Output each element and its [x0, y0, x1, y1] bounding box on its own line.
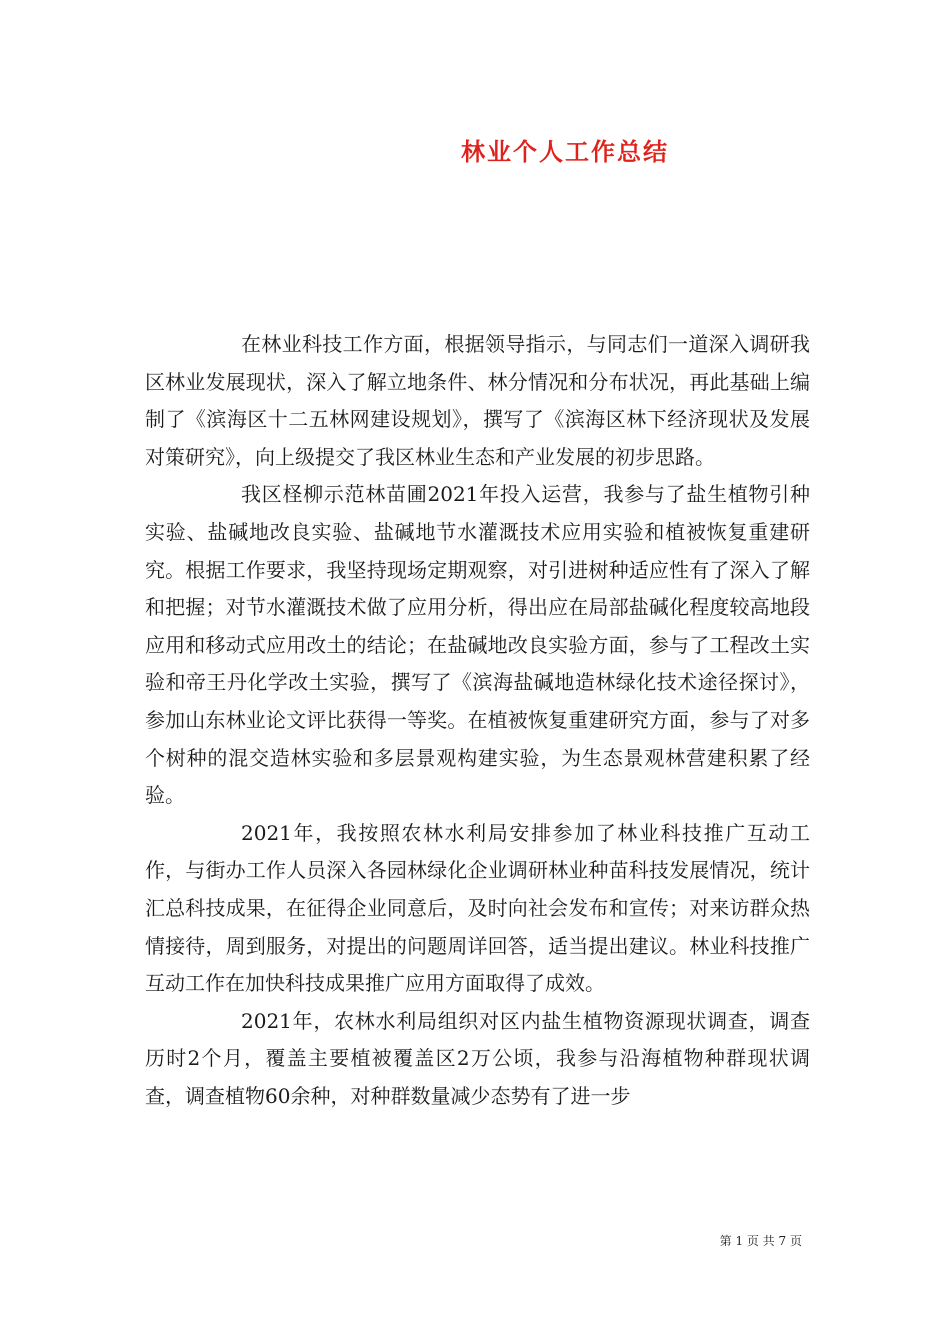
- document-title: 林业个人工作总结: [461, 137, 669, 166]
- paragraph-2: 我区柽柳示范林苗圃2021年投入运营，我参与了盐生植物引种实验、盐碱地改良实验、盐碱地节水灌溉技术应用实验和植被恢复重建研究。根据工作要求，我坚持现场定期观察，对引进树种适应性有了深入了解和把握；对节水灌溉技术做了应用分析，得出应在局部盐碱化程度较高地段应用和移动式应用改土的结论；在盐碱地改良实验方面，参与了工程改土实验和帝王丹化学改土实验，撰写了《滨海盐碱地造林绿化技术途径探讨》，参加山东林业论文评比获得一等奖。在植被恢复重建研究方面，参与了对多个树种的混交造林实验和多层景观构建实验，为生态景观林营建积累了经验。: [145, 482, 810, 808]
- page-number-footer: 第 1 页 共 7 页: [719, 1234, 802, 1248]
- paragraph-4: 2021年，农林水利局组织对区内盐生植物资源现状调查，调查历时2个月，覆盖主要植被覆盖区2万公顷，我参与沿海植物种群现状调查，调查植物60余种，对种群数量减少态势有了进一步: [145, 1008, 810, 1108]
- paragraph-1: 在林业科技工作方面，根据领导指示，与同志们一道深入调研我区林业发展现状，深入了解立地条件、林分情况和分布状况，再此基础上编制了《滨海区十二五林网建设规划》，撰写了《滨海区林下经济现状及发展对策研究》，向上级提交了我区林业生态和产业发展的初步思路。: [145, 332, 810, 469]
- document-body: [145, 326, 810, 1115]
- paragraph-3: 2021年，我按照农林水利局安排参加了林业科技推广互动工作，与街办工作人员深入各园林绿化企业调研林业种苗科技发展情况，统计汇总科技成果，在征得企业同意后，及时向社会发布和宣传；对来访群众热情接待，周到服务，对提出的问题周详回答，适当提出建议。林业科技推广互动工作在加快科技成果推广应用方面取得了成效。: [145, 820, 810, 996]
